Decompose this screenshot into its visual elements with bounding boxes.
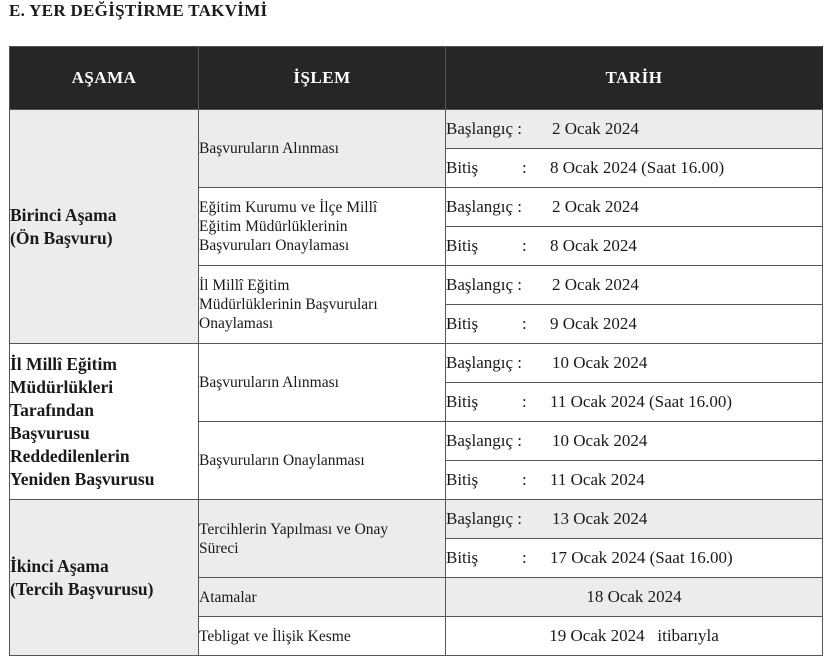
start-label: Başlangıç : [446, 353, 523, 372]
colon: : [522, 158, 527, 177]
end-date-cell [446, 149, 823, 188]
single-date: 19 Ocak 2024 itibarıyla [549, 626, 719, 645]
start-label: Başlangıç : [446, 431, 523, 450]
start-date-cell [446, 188, 823, 227]
stage-name-line: Yeniden Başvurusu [10, 468, 155, 489]
table-row [10, 500, 823, 539]
start-date-cell [446, 422, 823, 461]
colon: : [522, 470, 527, 489]
stage-name-line: (Tercih Başvurusu) [10, 578, 154, 599]
header-date: TARİH [446, 47, 823, 110]
end-date-cell [446, 539, 823, 578]
end-date-cell [446, 383, 823, 422]
operation-line: Başvuruların Onaylanması [199, 452, 365, 469]
operation-line: Tercihlerin Yapılması ve Onay [199, 520, 389, 538]
operation-line: Süreci [199, 539, 239, 557]
operation-line: Başvuruların Alınması [199, 374, 339, 391]
operation-line: Müdürlüklerinin Başvuruları [199, 296, 378, 313]
operation-line: Başvuruların Alınması [199, 140, 339, 157]
end-date: 8 Ocak 2024 [550, 236, 637, 255]
start-label: Başlangıç : [446, 197, 523, 216]
stage-name-line: Tarafından [10, 399, 94, 420]
stage-name-line: Başvurusu [10, 422, 90, 443]
start-date: 2 Ocak 2024 [552, 275, 639, 294]
end-date: 11 Ocak 2024 [550, 470, 645, 489]
end-date-cell [446, 305, 823, 344]
stage-name-line: (Ön Başvuru) [10, 227, 113, 248]
end-date: 17 Ocak 2024 (Saat 16.00) [550, 548, 733, 567]
operation-cell [199, 266, 446, 344]
header-stage: AŞAMA [10, 47, 199, 110]
single-date: 18 Ocak 2024 [586, 587, 682, 606]
stage-name-line: İl Millî Eğitim [10, 353, 117, 374]
start-date: 13 Ocak 2024 [552, 509, 648, 528]
colon: : [522, 548, 527, 567]
end-label: Bitiş [446, 236, 479, 255]
operation-line: Eğitim Müdürlüklerinin [199, 218, 348, 235]
colon: : [522, 236, 527, 255]
single-date-cell [446, 578, 823, 617]
section-title: E. YER DEĞİŞTİRME TAKVİMİ [9, 1, 268, 20]
stage-cell-2 [10, 344, 199, 500]
header-operation: İŞLEM [199, 47, 446, 110]
stage-name-line: Reddedilenlerin [10, 445, 130, 466]
end-date: 11 Ocak 2024 (Saat 16.00) [550, 392, 733, 411]
start-date-cell [446, 344, 823, 383]
operation-line: Atamalar [199, 588, 257, 606]
colon: : [522, 392, 527, 411]
operation-line: Tebligat ve İlişik Kesme [199, 627, 351, 645]
start-date-cell [446, 110, 823, 149]
colon: : [522, 314, 527, 333]
start-date: 10 Ocak 2024 [552, 353, 648, 372]
end-date-cell [446, 227, 823, 266]
end-date-cell [446, 461, 823, 500]
operation-line: Onaylaması [199, 315, 274, 332]
start-date-cell [446, 266, 823, 305]
start-date: 10 Ocak 2024 [552, 431, 648, 450]
start-date-cell [446, 500, 823, 539]
stage-name-line: Birinci Aşama [10, 204, 117, 225]
operation-line: Başvuruları Onaylaması [199, 237, 350, 254]
end-label: Bitiş [446, 548, 479, 567]
end-label: Bitiş [446, 470, 479, 489]
operation-cell [199, 422, 446, 500]
table-row [10, 110, 823, 149]
operation-cell [199, 500, 446, 578]
start-label: Başlangıç : [446, 509, 523, 528]
operation-cell [199, 188, 446, 266]
table-row [10, 344, 823, 383]
start-label: Başlangıç : [446, 275, 523, 294]
start-date: 2 Ocak 2024 [552, 119, 639, 138]
operation-cell [199, 617, 446, 656]
end-date: 9 Ocak 2024 [550, 314, 637, 333]
end-label: Bitiş [446, 392, 479, 411]
stage-name-line: Müdürlükleri [10, 376, 114, 397]
end-date: 8 Ocak 2024 (Saat 16.00) [550, 158, 725, 177]
header-row [10, 47, 823, 110]
operation-cell [199, 110, 446, 188]
stage-cell-3 [10, 500, 199, 656]
operation-line: İl Millî Eğitim [199, 277, 290, 294]
end-label: Bitiş [446, 314, 479, 333]
single-date-cell [446, 617, 823, 656]
start-date: 2 Ocak 2024 [552, 197, 639, 216]
stage-cell-1 [10, 110, 199, 344]
operation-cell [199, 578, 446, 617]
schedule-table [9, 46, 823, 656]
operation-cell [199, 344, 446, 422]
operation-line: Eğitim Kurumu ve İlçe Millî [199, 199, 378, 216]
start-label: Başlangıç : [446, 119, 523, 138]
end-label: Bitiş [446, 158, 479, 177]
stage-name-line: İkinci Aşama [10, 555, 109, 576]
